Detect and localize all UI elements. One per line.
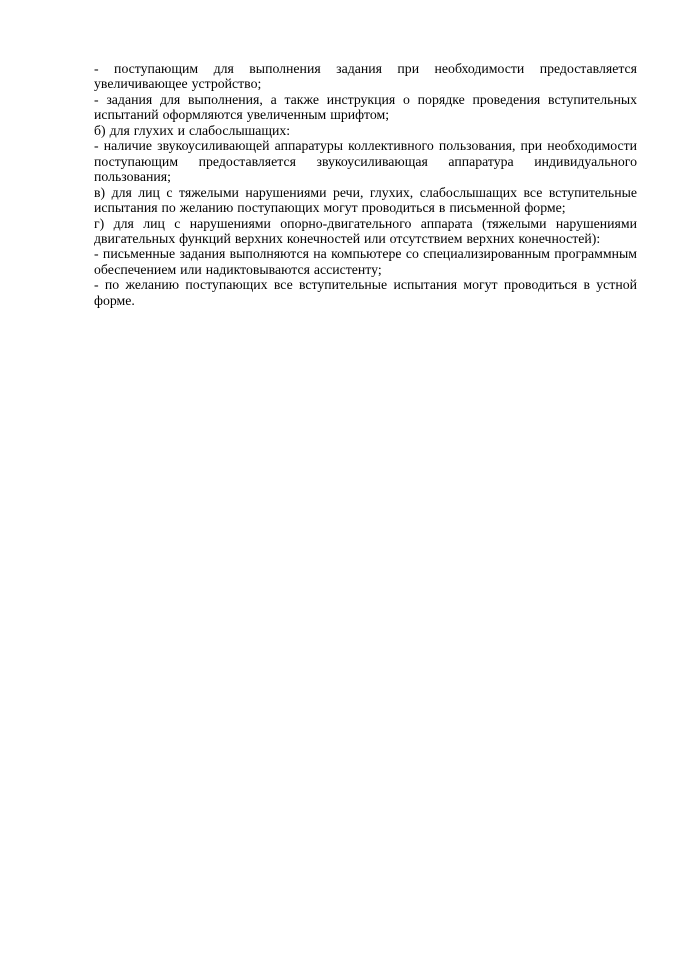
paragraph-enlarging-device: - поступающим для выполнения задания при необходимости предоставляется увеличивающее устройство; xyxy=(94,61,637,92)
paragraph-item-g-musculoskeletal-heading: г) для лиц с нарушениями опорно-двигательного аппарата (тяжелыми нарушениями двигательных функций верхних конечностей или отсутствием верхних конечностей): xyxy=(94,215,637,246)
paragraph-item-b-deaf-heading: б) для глухих и слабослышащих: xyxy=(94,122,291,138)
paragraph-sound-amplifying-equipment: - наличие звукоусиливающей аппаратуры коллективного пользования, при необходимости поступающим предоставляется звукоусиливающая аппаратура индивидуального пользования; xyxy=(94,138,637,185)
paragraph-oral-form: - по желанию поступающих все вступительные испытания могут проводиться в устной форме. xyxy=(94,277,637,308)
paragraph-item-v-written-form: в) для лиц с тяжелыми нарушениями речи, глухих, слабослышащих все вступительные испытания по желанию поступающих могут проводиться в письменной форме; xyxy=(94,184,637,216)
paragraph-computer-or-assistant: - письменные задания выполняются на компьютере со специализированным программным обеспечением или надиктовываются ассистенту; xyxy=(94,246,637,277)
paragraph-enlarged-font: - задания для выполнения, а также инструкция о порядке проведения вступительных испытаний оформляются увеличенным шрифтом; xyxy=(94,91,637,123)
